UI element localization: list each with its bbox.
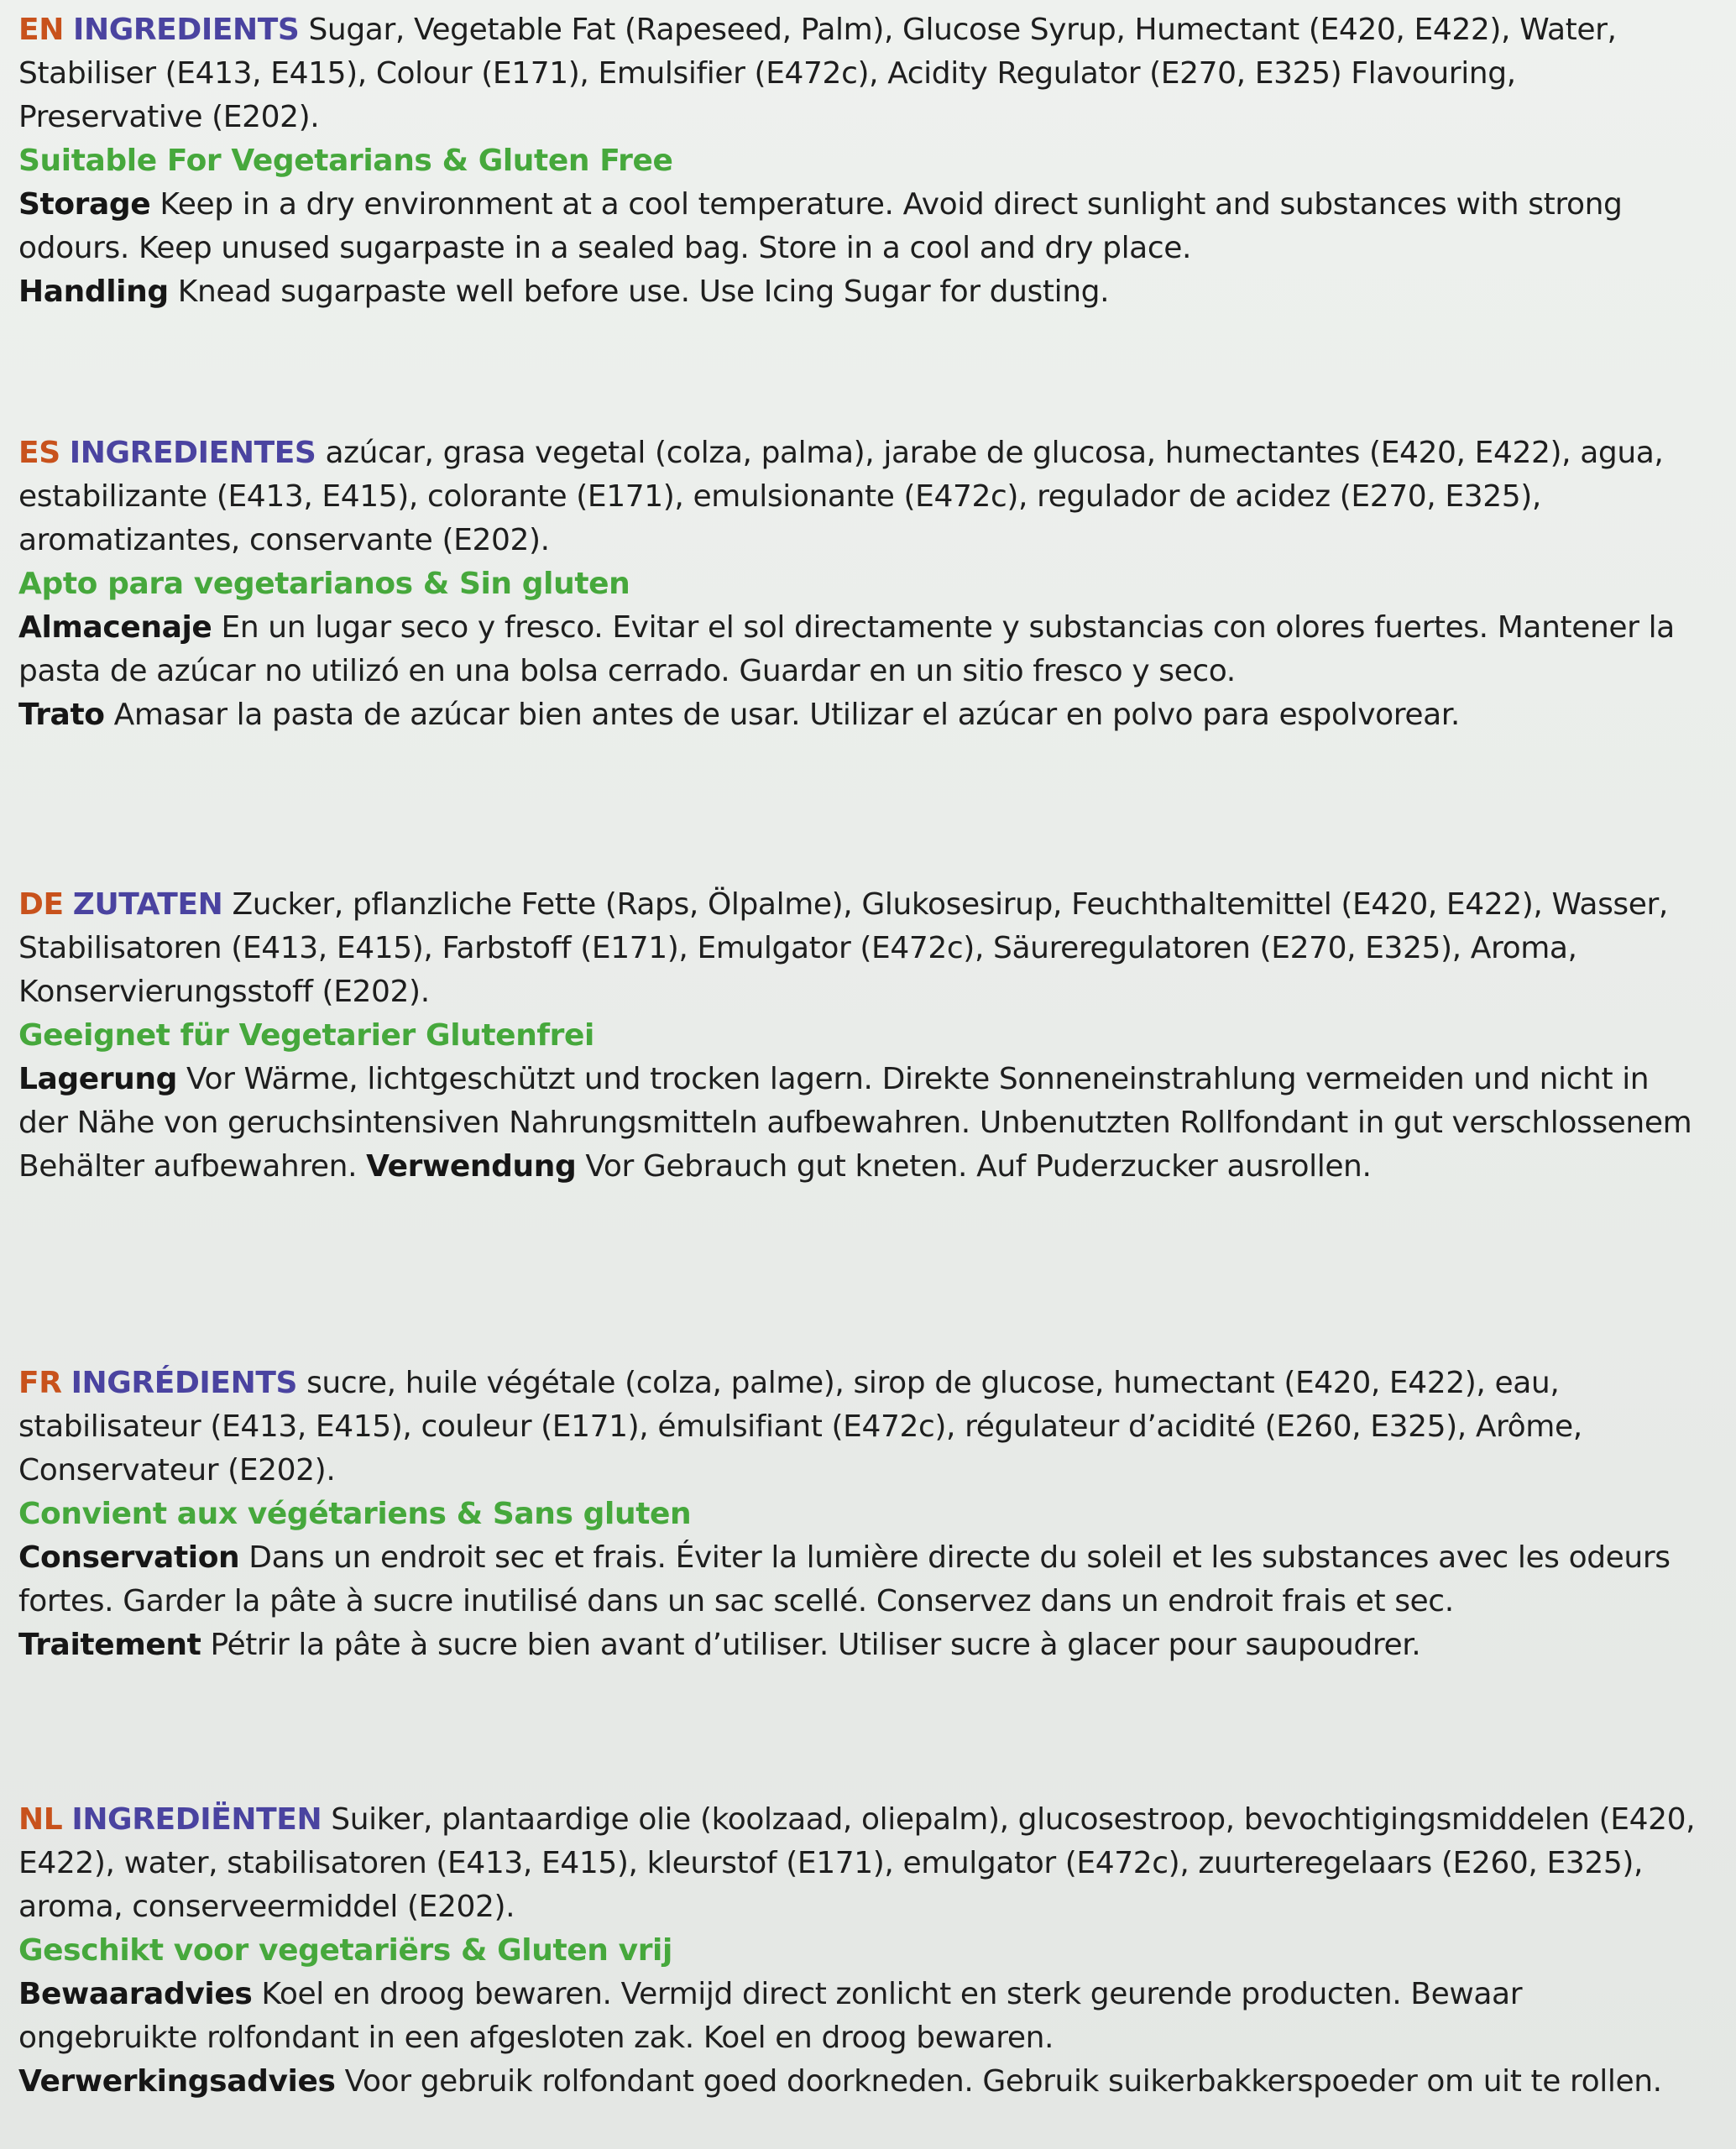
- storage-text: Dans un endroit sec et frais. Éviter la lumière directe du soleil et les substances avec les odeurs fortes. Garder la pâte à sucre inutilisé dans un sac scellé. Conservez dans un endroit frais et sec.: [18, 1540, 1671, 1618]
- handling-label: Handling: [18, 275, 169, 309]
- storage-paragraph: [18, 1536, 1697, 1624]
- handling-label: Traitement: [18, 1628, 201, 1662]
- storage-paragraph: [18, 606, 1697, 693]
- handling-text: Amasar la pasta de azúcar bien antes de usar. Utilizar el azúcar en polvo para espolvorear.: [113, 698, 1460, 732]
- ingredients-paragraph: [18, 8, 1697, 139]
- language-code: FR: [18, 1366, 62, 1400]
- storage-label: Lagerung: [18, 1062, 177, 1096]
- ingredients-heading: INGREDIENTES: [69, 436, 316, 470]
- language-code: DE: [18, 887, 64, 922]
- storage-label: Conservation: [18, 1540, 240, 1575]
- handling-text: Knead sugarpaste well before use. Use Icing Sugar for dusting.: [177, 275, 1110, 309]
- ingredients-heading: INGRÉDIENTS: [71, 1366, 298, 1400]
- ingredients-heading: INGREDIENTS: [72, 13, 300, 47]
- storage-label: Almacenaje: [18, 610, 212, 645]
- handling-paragraph: [18, 2060, 1697, 2104]
- section-es: [18, 431, 1697, 737]
- section-de: [18, 883, 1697, 1189]
- handling-paragraph: [18, 1624, 1697, 1667]
- ingredients-paragraph: [18, 883, 1697, 1014]
- handling-label: Verwendung: [366, 1149, 577, 1184]
- handling-paragraph: [18, 693, 1697, 737]
- language-code: NL: [18, 1802, 63, 1837]
- storage-text: En un lugar seco y fresco. Evitar el sol directamente y substancias con olores fuertes. Mantener la pasta de azúcar no utilizó en una bolsa cerrado. Guardar en un sitio fresco y seco.: [18, 610, 1675, 688]
- suitable-note: Apto para vegetarianos & Sin gluten: [18, 567, 630, 601]
- ingredients-text: sucre, huile végétale (colza, palme), sirop de glucose, humectant (E420, E422), eau, stabilisateur (E413, E415), couleur (E171), émulsifiant (E472c), régulateur d’acidité (E260, E325), Arôme, Conservateur (E202).: [18, 1366, 1582, 1488]
- storage-text: Koel en droog bewaren. Vermijd direct zonlicht en sterk geurende producten. Bewaar ongebruikte rolfondant in een afgesloten zak. Koel en droog bewaren.: [18, 1977, 1523, 2055]
- suitable-note: Suitable For Vegetarians & Gluten Free: [18, 144, 673, 178]
- ingredients-text: Suiker, plantaardige olie (koolzaad, oliepalm), glucosestroop, bevochtigingsmiddelen (E420, E422), water, stabilisatoren (E413, E415), kleurstof (E171), emulgator (E472c), zuurteregelaars (E260, E325), aroma, conserveermiddel (E202).: [18, 1802, 1696, 1924]
- storage-paragraph: [18, 183, 1697, 270]
- storage-paragraph: [18, 1058, 1697, 1189]
- storage-paragraph: [18, 1973, 1697, 2060]
- section-fr: [18, 1362, 1697, 1667]
- suitable-note: Geeignet für Vegetarier Glutenfrei: [18, 1018, 594, 1053]
- language-code: EN: [18, 13, 64, 47]
- storage-label: Bewaaradvies: [18, 1977, 253, 2011]
- suitable-note: Geschikt voor vegetariërs & Gluten vrij: [18, 1933, 672, 1968]
- handling-label: Trato: [18, 698, 105, 732]
- storage-text: Keep in a dry environment at a cool temperature. Avoid direct sunlight and substances with strong odours. Keep unused sugarpaste in a sealed bag. Store in a cool and dry place.: [18, 187, 1623, 265]
- ingredients-text: azúcar, grasa vegetal (colza, palma), jarabe de glucosa, humectantes (E420, E422), agua, estabilizante (E413, E415), colorante (E171), emulsionante (E472c), regulador de acidez (E270, E325), aromatizantes, conservante (E202).: [18, 436, 1664, 557]
- ingredients-text: Zucker, pflanzliche Fette (Raps, Ölpalme), Glukosesirup, Feuchthaltemittel (E420, E422), Wasser, Stabilisatoren (E413, E415), Farbstoff (E171), Emulgator (E472c), Säureregulatoren (E270, E325), Aroma, Konservierungsstoff (E202).: [18, 887, 1668, 1009]
- storage-label: Storage: [18, 187, 151, 222]
- ingredients-text: Sugar, Vegetable Fat (Rapeseed, Palm), Glucose Syrup, Humectant (E420, E422), Water, Stabiliser (E413, E415), Colour (E171), Emulsifier (E472c), Acidity Regulator (E270, E325) Flavouring, Preservative (E202).: [18, 13, 1617, 134]
- handling-text: Vor Gebrauch gut kneten. Auf Puderzucker ausrollen.: [585, 1149, 1372, 1184]
- handling-text: Voor gebruik rolfondant goed doorkneden. Gebruik suikerbakkerspoeder om uit te rollen.: [344, 2064, 1662, 2099]
- storage-text: Vor Wärme, lichtgeschützt und trocken lagern. Direkte Sonneneinstrahlung vermeiden und nicht in der Nähe von geruchsintensiven Nahrungsmitteln aufbewahren. Unbenutzten Rollfondant in gut verschlossenem Behälter aufbewahren.: [18, 1062, 1692, 1184]
- ingredients-paragraph: [18, 1798, 1697, 1929]
- suitable-note: Convient aux végétariens & Sans gluten: [18, 1497, 692, 1531]
- ingredients-heading: ZUTATEN: [72, 887, 223, 922]
- language-code: ES: [18, 436, 60, 470]
- section-nl: [18, 1798, 1697, 2104]
- ingredients-paragraph: [18, 431, 1697, 562]
- ingredients-paragraph: [18, 1362, 1697, 1493]
- ingredients-heading: INGREDIËNTEN: [71, 1802, 322, 1837]
- handling-paragraph: [18, 270, 1697, 314]
- section-en: [18, 8, 1697, 314]
- handling-text: Pétrir la pâte à sucre bien avant d’utiliser. Utiliser sucre à glacer pour saupoudrer.: [210, 1628, 1421, 1662]
- handling-label: Verwerkingsadvies: [18, 2064, 336, 2099]
